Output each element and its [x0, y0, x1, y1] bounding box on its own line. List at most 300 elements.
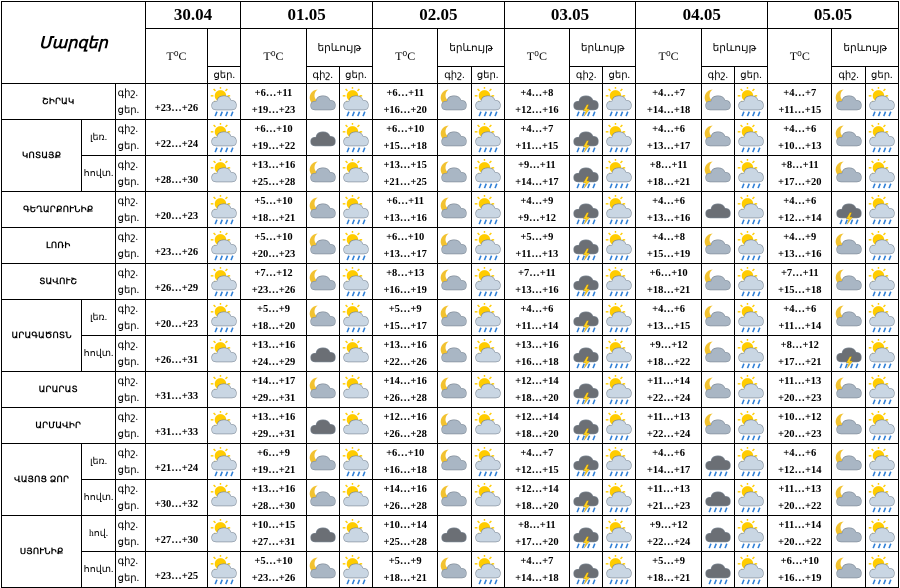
sun-cloud-rain-icon	[471, 228, 504, 264]
night-temp: +5…+9	[388, 555, 422, 567]
day-temp: +18…+21	[383, 572, 427, 584]
day-temp: +12…+16	[515, 104, 559, 116]
temp-cell	[145, 516, 207, 552]
moon-cloud-icon	[438, 336, 471, 372]
night-temp: +14…+17	[251, 375, 296, 387]
day-label: ցեր.	[117, 356, 140, 368]
forecast-body	[2, 2, 899, 588]
night-temp: +7…+11	[780, 267, 819, 279]
night-temp: +12…+16	[383, 411, 427, 423]
day-temp: +29…+31	[251, 392, 296, 404]
night-temp: +14…+16	[383, 483, 427, 495]
night-temp: +8…+11	[649, 159, 688, 171]
moon-cloud-icon	[832, 264, 865, 300]
day-temp: +27…+31	[251, 536, 296, 548]
night-temp: +13…+16	[251, 159, 296, 171]
night-subheader: գիշ.	[832, 67, 865, 84]
temp-cell	[241, 192, 306, 228]
sun-cloud-rain-icon	[734, 192, 767, 228]
temp-cell	[504, 552, 569, 588]
night-label: գիշ.	[117, 195, 139, 207]
moon-cloud-icon	[438, 84, 471, 120]
region-name: ԼՈՌԻ	[2, 228, 116, 264]
night-label: գիշ.	[117, 375, 139, 387]
sun-cloud-rain-icon	[734, 300, 767, 336]
temp-cell	[145, 480, 207, 516]
temp-cell	[145, 84, 207, 120]
region-row	[2, 156, 899, 192]
sun-cloud-rain-icon	[603, 516, 636, 552]
day-label: ցեր.	[117, 464, 140, 476]
night-temp: +4…+7	[520, 447, 554, 459]
day-temp: +13…+16	[646, 212, 691, 224]
day-subheader: ցեր.	[734, 67, 767, 84]
sun-cloud-icon	[339, 372, 372, 408]
day-temp: +15…+17	[383, 320, 427, 332]
phenomenon-header: երևույթ	[701, 29, 767, 67]
temp-cell	[504, 372, 569, 408]
moon-cloud-icon	[438, 552, 471, 588]
temp-cell	[768, 516, 832, 552]
day-temp: +22…+26	[383, 356, 427, 368]
day-temp: +28…+30	[251, 500, 296, 512]
temp-cell	[504, 336, 569, 372]
temp-cell	[373, 480, 438, 516]
day-temp: +15…+18	[778, 284, 822, 296]
night-temp: +8…+13	[386, 267, 425, 279]
night-temp: +6…+11	[386, 87, 424, 99]
moon-cloud-icon	[438, 264, 471, 300]
date-header: 30.04	[145, 2, 241, 29]
night-temp: +4…+6	[783, 447, 817, 459]
phenomenon-header-blank	[208, 29, 241, 67]
sun-cloud-rain-icon	[603, 264, 636, 300]
region-name: ԳԵՂԱՐՔՈՒՆԻՔ	[2, 192, 116, 228]
cloud-storm-icon	[570, 156, 603, 192]
sun-cloud-rain-icon	[734, 228, 767, 264]
day-label: ցեր.	[117, 140, 140, 152]
region-row	[2, 444, 899, 480]
cloud-storm-icon	[570, 480, 603, 516]
moon-cloud-icon	[832, 480, 865, 516]
region-name: ՍՅՈՒՆԻՔ	[2, 516, 82, 588]
moon-cloud-icon	[438, 408, 471, 444]
day-subheader: ցեր.	[865, 67, 898, 84]
cloud-icon	[701, 192, 734, 228]
temp-header: T⁰C	[636, 29, 701, 84]
terrain-label: լեռ.	[82, 300, 115, 336]
moon-cloud-icon	[306, 444, 339, 480]
sun-cloud-rain-icon	[208, 84, 241, 120]
cloud-rain-icon	[701, 480, 734, 516]
night-temp: +5…+10	[254, 555, 293, 567]
region-row	[2, 408, 899, 444]
temp-cell	[373, 552, 438, 588]
moon-cloud-icon	[438, 444, 471, 480]
temp-cell	[636, 84, 701, 120]
day-temp: +12…+14	[778, 212, 822, 224]
day-temp: +18…+20	[251, 320, 296, 332]
temp-header: T⁰C	[504, 29, 569, 84]
moon-cloud-icon	[438, 372, 471, 408]
temp-cell	[504, 300, 569, 336]
sun-cloud-rain-icon	[339, 552, 372, 588]
temp-cell	[768, 84, 832, 120]
terrain-label: հովտ.	[82, 156, 115, 192]
sun-cloud-rain-icon	[734, 552, 767, 588]
sun-cloud-rain-icon	[865, 192, 898, 228]
temp-cell	[241, 408, 306, 444]
temp-cell	[145, 372, 207, 408]
cloud-storm-icon	[570, 552, 603, 588]
night-temp: +8…+12	[780, 339, 819, 351]
night-temp: +5…+9	[256, 303, 290, 315]
temp-cell	[373, 372, 438, 408]
night-temp: +6…+10	[386, 123, 425, 135]
phenomenon-header: երևույթ	[570, 29, 636, 67]
region-row	[2, 552, 899, 588]
night-temp: +6…+10	[780, 555, 819, 567]
sun-cloud-rain-icon	[603, 120, 636, 156]
phenomenon-header: երևույթ	[438, 29, 504, 67]
day-temp: +22…+24	[646, 536, 691, 548]
sun-cloud-rain-icon	[734, 372, 767, 408]
temp-cell	[636, 264, 701, 300]
temp-cell	[636, 444, 701, 480]
day-temp: +18…+21	[646, 284, 691, 296]
row-labels	[115, 120, 145, 156]
sun-cloud-rain-icon	[208, 300, 241, 336]
temp-cell	[636, 408, 701, 444]
date-header: 02.05	[373, 2, 505, 29]
row-labels	[115, 84, 145, 120]
night-temp: +11…+13	[647, 411, 691, 423]
day-temp: +20…+23	[154, 210, 199, 222]
day-temp: +16…+19	[383, 284, 427, 296]
row-labels	[115, 336, 145, 372]
day-subheader: ցեր.	[603, 67, 636, 84]
cloud-rain-icon	[701, 552, 734, 588]
moon-cloud-icon	[701, 156, 734, 192]
moon-cloud-icon	[438, 120, 471, 156]
cloud-storm-icon	[832, 336, 865, 372]
temp-cell	[768, 372, 832, 408]
sun-cloud-rain-icon	[471, 156, 504, 192]
night-temp: +4…+7	[520, 123, 554, 135]
night-temp: +10…+12	[778, 411, 822, 423]
temp-cell	[636, 516, 701, 552]
night-label: գիշ.	[117, 159, 139, 171]
night-label: գիշ.	[117, 483, 139, 495]
phenomenon-header: երևույթ	[832, 29, 899, 67]
region-row	[2, 120, 899, 156]
temp-cell	[768, 480, 832, 516]
night-temp: +7…+11	[518, 267, 556, 279]
day-temp: +29…+31	[251, 428, 296, 440]
moon-cloud-icon	[306, 552, 339, 588]
temp-cell	[504, 444, 569, 480]
night-temp: +4…+6	[520, 303, 554, 315]
night-temp: +11…+13	[778, 483, 822, 495]
terrain-label: հովտ.	[82, 552, 115, 588]
temp-cell	[636, 480, 701, 516]
temp-header: T⁰C	[241, 29, 306, 84]
day-subheader: ցեր.	[471, 67, 504, 84]
night-temp: +4…+7	[783, 87, 817, 99]
temp-cell	[768, 408, 832, 444]
sun-cloud-rain-icon	[734, 336, 767, 372]
cloud-storm-icon	[570, 372, 603, 408]
day-temp: +16…+19	[778, 572, 822, 584]
day-temp: +21…+24	[154, 462, 199, 474]
row-labels	[115, 444, 145, 480]
sun-cloud-icon	[339, 336, 372, 372]
day-temp: +14…+18	[515, 572, 559, 584]
moon-cloud-icon	[438, 192, 471, 228]
day-temp: +23…+26	[154, 102, 199, 114]
sun-cloud-icon	[208, 408, 241, 444]
region-name: ՏԱՎՈՒՇ	[2, 264, 116, 300]
sun-cloud-icon	[339, 480, 372, 516]
temp-cell	[241, 480, 306, 516]
date-header: 03.05	[504, 2, 636, 29]
temp-cell	[145, 444, 207, 480]
cloud-storm-icon	[570, 228, 603, 264]
temp-cell	[145, 120, 207, 156]
night-temp: +13…+16	[251, 339, 296, 351]
temp-cell	[241, 444, 306, 480]
temp-cell	[768, 444, 832, 480]
temp-cell	[145, 552, 207, 588]
moon-cloud-icon	[306, 300, 339, 336]
moon-cloud-icon	[438, 480, 471, 516]
temp-cell	[241, 516, 306, 552]
temp-header: T⁰C	[145, 29, 207, 84]
temp-cell	[636, 336, 701, 372]
region-name: ԱՐԱԳԱԾՈՏՆ	[2, 300, 82, 372]
sun-cloud-rain-icon	[471, 264, 504, 300]
night-label: գիշ.	[117, 303, 139, 315]
temp-cell	[241, 264, 306, 300]
moon-cloud-icon	[438, 156, 471, 192]
day-temp: +27…+30	[154, 534, 199, 546]
sun-cloud-rain-icon	[603, 408, 636, 444]
moon-cloud-icon	[832, 444, 865, 480]
day-temp: +23…+26	[154, 246, 199, 258]
day-temp: +14…+17	[646, 464, 691, 476]
sun-cloud-rain-icon	[865, 408, 898, 444]
night-label: գիշ.	[117, 555, 139, 567]
sun-cloud-rain-icon	[603, 372, 636, 408]
sun-cloud-rain-icon	[339, 120, 372, 156]
day-temp: +20…+22	[778, 500, 822, 512]
day-temp: +22…+24	[646, 392, 691, 404]
sun-cloud-icon	[208, 480, 241, 516]
region-row	[2, 372, 899, 408]
terrain-label: լեռ.	[82, 120, 115, 156]
region-name: ՎԱՅՈՑ ՁՈՐ	[2, 444, 82, 516]
temp-cell	[768, 192, 832, 228]
day-temp: +13…+17	[646, 140, 691, 152]
moon-cloud-icon	[306, 84, 339, 120]
day-temp: +11…+13	[515, 248, 559, 260]
day-temp: +20…+22	[778, 536, 822, 548]
day-temp: +23…+25	[154, 570, 199, 582]
day-temp: +21…+25	[383, 176, 427, 188]
sun-cloud-rain-icon	[471, 300, 504, 336]
night-temp: +9…+11	[518, 159, 556, 171]
day-temp: +10…+13	[778, 140, 822, 152]
day-temp: +13…+16	[383, 212, 427, 224]
day-temp: +12…+14	[778, 464, 822, 476]
regions-header: Մարզեր	[2, 2, 146, 84]
sun-cloud-rain-icon	[865, 480, 898, 516]
day-temp: +21…+23	[646, 500, 691, 512]
day-temp: +18…+21	[646, 176, 691, 188]
moon-cloud-icon	[832, 156, 865, 192]
row-labels	[115, 300, 145, 336]
cloud-storm-icon	[570, 408, 603, 444]
night-temp: +7…+12	[254, 267, 293, 279]
night-subheader: գիշ.	[701, 67, 734, 84]
day-temp: +15…+18	[383, 140, 427, 152]
temp-cell	[145, 264, 207, 300]
day-temp: +17…+21	[778, 356, 822, 368]
night-temp: +8…+11	[780, 159, 819, 171]
night-temp: +10…+14	[383, 519, 427, 531]
sun-cloud-rain-icon	[208, 192, 241, 228]
temp-cell	[241, 228, 306, 264]
night-label: գիշ.	[117, 123, 139, 135]
sun-cloud-rain-icon	[603, 84, 636, 120]
temp-cell	[145, 408, 207, 444]
day-temp: +28…+30	[154, 174, 199, 186]
day-temp: +9…+12	[517, 212, 556, 224]
night-temp: +4…+6	[652, 303, 686, 315]
sun-cloud-rain-icon	[339, 300, 372, 336]
temp-cell	[768, 120, 832, 156]
region-row	[2, 300, 899, 336]
night-label: գիշ.	[117, 267, 139, 279]
terrain-label: լեռ.	[82, 444, 115, 480]
temp-header: T⁰C	[768, 29, 832, 84]
row-labels	[115, 264, 145, 300]
temp-cell	[768, 264, 832, 300]
moon-cloud-icon	[306, 156, 339, 192]
night-temp: +12…+14	[515, 375, 559, 387]
region-name: ԱՐՄԱՎԻՐ	[2, 408, 116, 444]
moon-cloud-icon	[306, 192, 339, 228]
row-labels	[115, 372, 145, 408]
day-temp: +26…+31	[154, 354, 199, 366]
day-temp: +19…+22	[251, 140, 296, 152]
night-temp: +13…+16	[251, 411, 296, 423]
sun-cloud-rain-icon	[865, 552, 898, 588]
sun-cloud-rain-icon	[339, 228, 372, 264]
night-temp: +13…+16	[515, 339, 559, 351]
sun-cloud-icon	[339, 408, 372, 444]
temp-header: T⁰C	[373, 29, 438, 84]
temp-cell	[145, 300, 207, 336]
terrain-label: hով.	[82, 516, 115, 552]
sun-cloud-rain-icon	[603, 480, 636, 516]
sun-cloud-rain-icon	[603, 300, 636, 336]
temp-cell	[373, 84, 438, 120]
day-label: ցեր.	[117, 176, 140, 188]
night-temp: +12…+14	[515, 483, 559, 495]
region-row	[2, 228, 899, 264]
day-temp: +20…+23	[778, 428, 822, 440]
moon-cloud-icon	[438, 300, 471, 336]
night-label: գիշ.	[117, 411, 139, 423]
temp-cell	[504, 156, 569, 192]
sun-cloud-rain-icon	[208, 552, 241, 588]
temp-cell	[241, 300, 306, 336]
night-temp: +5…+10	[254, 195, 293, 207]
day-temp: +14…+17	[515, 176, 559, 188]
temp-cell	[768, 300, 832, 336]
night-subheader: գիշ.	[570, 67, 603, 84]
temp-cell	[373, 192, 438, 228]
day-label: ցեր.	[117, 248, 140, 260]
night-temp: +4…+9	[520, 195, 554, 207]
row-labels	[115, 552, 145, 588]
temp-cell	[145, 156, 207, 192]
night-label: գիշ.	[117, 231, 139, 243]
moon-cloud-icon	[701, 228, 734, 264]
sun-cloud-rain-icon	[734, 408, 767, 444]
night-temp: +5…+10	[254, 231, 293, 243]
cloud-storm-icon	[570, 264, 603, 300]
night-temp: +4…+8	[652, 231, 686, 243]
moon-cloud-icon	[438, 228, 471, 264]
night-label: գիշ.	[117, 519, 139, 531]
cloud-storm-icon	[570, 192, 603, 228]
sun-cloud-rain-icon	[734, 84, 767, 120]
sun-cloud-icon	[208, 516, 241, 552]
temp-cell	[145, 336, 207, 372]
temp-cell	[241, 156, 306, 192]
temp-cell	[768, 156, 832, 192]
day-temp: +16…+20	[383, 104, 427, 116]
sun-cloud-icon	[471, 480, 504, 516]
day-temp: +18…+20	[515, 500, 559, 512]
night-label: գիշ.	[117, 87, 139, 99]
day-temp: +31…+33	[154, 390, 199, 402]
sun-cloud-rain-icon	[734, 516, 767, 552]
row-labels	[115, 192, 145, 228]
day-label: ցեր.	[117, 500, 140, 512]
region-row	[2, 84, 899, 120]
sun-cloud-icon	[208, 156, 241, 192]
row-labels	[115, 228, 145, 264]
sun-cloud-rain-icon	[471, 120, 504, 156]
sun-cloud-rain-icon	[208, 264, 241, 300]
cloud-storm-icon	[832, 192, 865, 228]
sun-cloud-rain-icon	[339, 444, 372, 480]
day-temp: +18…+20	[515, 392, 559, 404]
sun-cloud-rain-icon	[865, 120, 898, 156]
night-temp: +10…+15	[251, 519, 296, 531]
day-temp: +13…+16	[515, 284, 559, 296]
temp-cell	[373, 300, 438, 336]
sun-cloud-rain-icon	[865, 84, 898, 120]
day-label: ցեր.	[117, 320, 140, 332]
temp-cell	[241, 120, 306, 156]
region-row	[2, 480, 899, 516]
sun-cloud-rain-icon	[471, 192, 504, 228]
day-temp: +18…+20	[515, 428, 559, 440]
